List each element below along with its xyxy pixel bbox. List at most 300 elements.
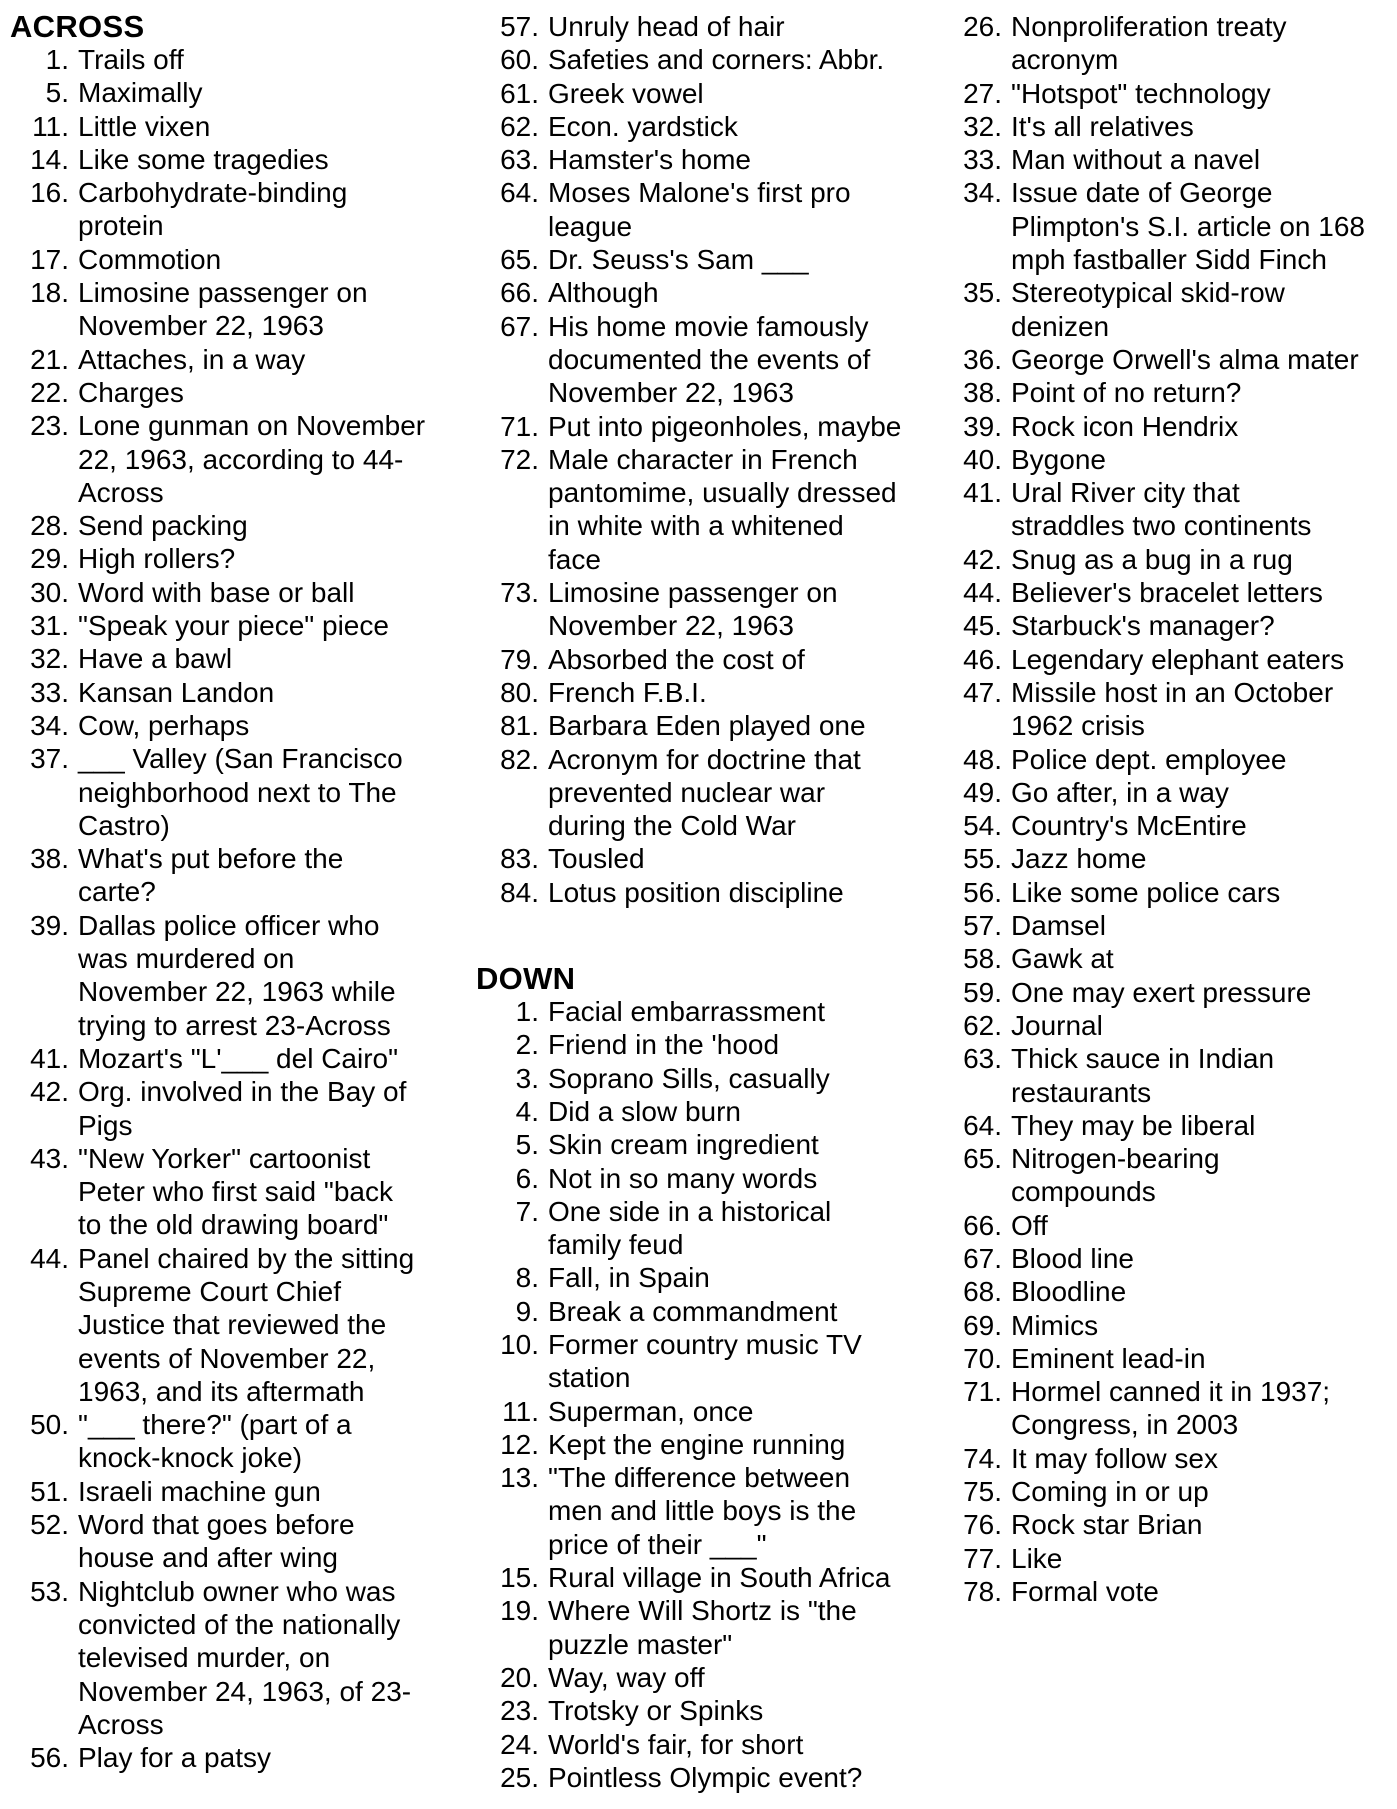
clue-number: 3. [515, 1062, 539, 1094]
clue-number: 5. [515, 1129, 539, 1161]
clue-text [78, 1508, 460, 1575]
clue-line: Did a slow burn [548, 1095, 741, 1127]
clue-number: 2. [515, 1029, 539, 1061]
clue-item [476, 110, 936, 143]
clue-text [548, 743, 936, 843]
clue-text [1011, 77, 1395, 110]
clue-number: 83. [500, 843, 539, 875]
clue-line: Greek vowel [548, 77, 704, 109]
clue-line: Man without a navel [1011, 144, 1261, 176]
clue-item [940, 276, 1395, 343]
clue-line: Bloodline [1011, 1276, 1127, 1308]
clue-number: 57. [500, 11, 539, 42]
clue-line: Male character in French [548, 443, 858, 475]
clue-number: 57. [963, 910, 1002, 942]
clue-line: trying to arrest 23-Across [78, 1009, 391, 1041]
clue-text [548, 1561, 936, 1594]
clue-line: to the old drawing board" [78, 1209, 389, 1241]
clue-number: 53. [30, 1575, 69, 1607]
clue-item [476, 1328, 936, 1395]
clue-line: protein [78, 210, 164, 242]
clue-number: 33. [963, 144, 1002, 176]
clue-line: Across [78, 476, 164, 508]
clue-item [940, 1142, 1395, 1209]
clue-line: Believer's bracelet letters [1011, 577, 1323, 609]
clue-line: Pigs [78, 1109, 133, 1141]
clue-line: Gawk at [1011, 943, 1114, 975]
column-2 [476, 10, 936, 1794]
clue-text [1011, 1475, 1395, 1508]
clue-line: compounds [1011, 1176, 1156, 1208]
clue-line: denizen [1011, 310, 1110, 342]
clue-item [476, 1028, 936, 1061]
clue-text [1011, 1575, 1395, 1608]
clue-number: 48. [963, 743, 1002, 775]
clue-line: Little vixen [78, 110, 211, 142]
clue-number: 55. [963, 843, 1002, 875]
clue-text [548, 143, 936, 176]
clue-line: Econ. yardstick [548, 110, 738, 142]
clue-number: 20. [500, 1661, 539, 1693]
clue-line: Fall, in Spain [548, 1262, 710, 1294]
clue-line: documented the events of [548, 343, 871, 375]
clue-text [78, 243, 460, 276]
clue-item [940, 743, 1395, 776]
clue-line: Dr. Seuss's Sam ___ [548, 244, 809, 276]
clue-item [940, 909, 1395, 942]
clue-number: 80. [500, 676, 539, 708]
clue-line: World's fair, for short [548, 1728, 804, 1760]
clue-text [1011, 1275, 1395, 1308]
clue-item [476, 1095, 936, 1128]
clue-text [548, 43, 936, 76]
clue-line: One may exert pressure [1011, 976, 1312, 1008]
clue-line: "Speak your piece" piece [78, 610, 389, 642]
clue-number: 78. [963, 1575, 1002, 1607]
clue-text [78, 542, 460, 575]
clue-number: 59. [963, 976, 1002, 1008]
clue-line: Supreme Court Chief [78, 1275, 342, 1307]
clue-text [78, 1075, 460, 1142]
clue-item [476, 995, 936, 1028]
clue-line: Bygone [1011, 443, 1106, 475]
clue-text [548, 110, 936, 143]
clue-item [476, 143, 936, 176]
clue-number: 31. [30, 610, 69, 642]
clue-item [476, 1694, 936, 1727]
clue-text [1011, 343, 1395, 376]
clue-line: Limosine passenger on [78, 277, 368, 309]
clue-line: Acronym for doctrine that [548, 743, 861, 775]
clue-line: Maximally [78, 77, 203, 109]
clue-line: What's put before the [78, 843, 344, 875]
clue-line: November 22, 1963 while [78, 976, 396, 1008]
clue-number: 30. [30, 576, 69, 608]
clue-item [940, 476, 1395, 543]
clue-text [78, 842, 460, 909]
clue-item [940, 110, 1395, 143]
clue-text [1011, 1342, 1395, 1375]
clue-text [78, 642, 460, 675]
clue-item [10, 542, 460, 575]
clue-line: house and after wing [78, 1542, 338, 1574]
clue-number: 37. [30, 743, 69, 775]
clue-line: was murdered on [78, 943, 295, 975]
clue-line: Facial embarrassment [548, 996, 825, 1028]
clue-line: Nitrogen-bearing [1011, 1143, 1220, 1175]
clue-text [548, 276, 936, 309]
clue-number: 46. [963, 643, 1002, 675]
clue-line: Dallas police officer who [78, 909, 380, 941]
clue-text [1011, 476, 1395, 543]
clue-item [940, 1475, 1395, 1508]
clue-item [10, 1508, 460, 1575]
clue-line: Where Will Shortz is "the [548, 1595, 857, 1627]
clue-text [78, 110, 460, 143]
clue-number: 71. [963, 1376, 1002, 1408]
clue-text [78, 742, 460, 842]
clue-number: 75. [963, 1476, 1002, 1508]
clue-line: during the Cold War [548, 810, 796, 842]
clue-line: Panel chaired by the sitting [78, 1242, 415, 1274]
clue-text [1011, 842, 1395, 875]
clue-number: 39. [30, 909, 69, 941]
clue-text [1011, 676, 1395, 743]
clue-text [1011, 176, 1395, 276]
clue-number: 9. [515, 1295, 539, 1327]
clue-number: 27. [963, 77, 1002, 109]
clue-number: 16. [30, 177, 69, 209]
clue-item [476, 1128, 936, 1161]
clue-item [10, 1042, 460, 1075]
clue-number: 52. [30, 1509, 69, 1541]
clue-text [548, 1095, 936, 1128]
clue-line: televised murder, on [78, 1642, 331, 1674]
clue-text [1011, 1209, 1395, 1242]
clue-text [548, 842, 936, 875]
clue-text [548, 310, 936, 410]
clue-text [548, 709, 936, 742]
clue-line: prevented nuclear war [548, 776, 826, 808]
clue-item [940, 176, 1395, 276]
clue-text [548, 77, 936, 110]
clue-line: Barbara Eden played one [548, 710, 866, 742]
clue-text [1011, 776, 1395, 809]
clue-line: men and little boys is the [548, 1495, 857, 1527]
clue-number: 69. [963, 1309, 1002, 1341]
clue-text [548, 1328, 936, 1395]
clue-text [548, 1461, 936, 1561]
clue-item [10, 909, 460, 1042]
clue-line: Snug as a bug in a rug [1011, 543, 1293, 575]
clue-number: 62. [500, 110, 539, 142]
clue-line: Rural village in South Africa [548, 1562, 891, 1594]
clue-text [548, 643, 936, 676]
clue-line: "Hotspot" technology [1011, 77, 1271, 109]
clue-line: Kansan Landon [78, 676, 275, 708]
clue-number: 65. [500, 244, 539, 276]
clue-number: 63. [963, 1043, 1002, 1075]
clue-number: 51. [30, 1475, 69, 1507]
clue-item [10, 343, 460, 376]
clue-item [476, 876, 936, 909]
clue-text [1011, 576, 1395, 609]
clue-line: carte? [78, 876, 156, 908]
clue-line: Org. involved in the Bay of [78, 1076, 407, 1108]
clue-text [78, 1741, 460, 1774]
clue-item [940, 543, 1395, 576]
clue-item [940, 1275, 1395, 1308]
clue-text [548, 176, 936, 243]
clue-line: Eminent lead-in [1011, 1342, 1206, 1374]
clue-line: Hormel canned it in 1937; [1011, 1376, 1331, 1408]
clue-item [476, 43, 936, 76]
clue-line: It may follow sex [1011, 1442, 1218, 1474]
clue-item [476, 1195, 936, 1262]
clue-item [476, 1261, 936, 1294]
clue-item [476, 77, 936, 110]
clue-number: 81. [500, 710, 539, 742]
clue-number: 72. [500, 443, 539, 475]
clue-number: 64. [500, 177, 539, 209]
clue-item [940, 10, 1395, 77]
clue-text [78, 909, 460, 1042]
clue-text [1011, 1375, 1395, 1442]
clue-number: 43. [30, 1142, 69, 1174]
clue-item [940, 443, 1395, 476]
clue-text [1011, 1042, 1395, 1109]
clue-item [476, 842, 936, 875]
clue-number: 68. [963, 1276, 1002, 1308]
clue-text [1011, 1242, 1395, 1275]
clue-line: November 22, 1963 [548, 377, 794, 409]
section-gap [476, 909, 936, 962]
clue-item [940, 976, 1395, 1009]
clue-item [940, 842, 1395, 875]
clue-text [1011, 909, 1395, 942]
clue-number: 19. [500, 1595, 539, 1627]
clue-line: Moses Malone's first pro [548, 177, 851, 209]
clue-number: 33. [30, 676, 69, 708]
clue-number: 47. [963, 676, 1002, 708]
clue-item [476, 1062, 936, 1095]
clue-item [10, 709, 460, 742]
clue-line: Absorbed the cost of [548, 643, 805, 675]
clue-item [10, 742, 460, 842]
clue-number: 67. [500, 310, 539, 342]
clue-text [1011, 1109, 1395, 1142]
clue-line: Limosine passenger on [548, 577, 838, 609]
clue-line: Superman, once [548, 1395, 754, 1427]
clue-text [78, 143, 460, 176]
clue-number: 11. [32, 110, 69, 142]
clue-item [10, 1242, 460, 1408]
clue-text [1011, 876, 1395, 909]
clue-text [78, 1242, 460, 1408]
clue-item [476, 1295, 936, 1328]
clue-line: Israeli machine gun [78, 1475, 321, 1507]
clue-item [940, 410, 1395, 443]
clue-item [476, 709, 936, 742]
clue-number: 56. [963, 876, 1002, 908]
clue-text [78, 1142, 460, 1242]
clue-line: Cow, perhaps [78, 709, 250, 741]
clue-line: neighborhood next to The [78, 776, 397, 808]
clue-line: Blood line [1011, 1242, 1134, 1274]
clue-item [940, 942, 1395, 975]
clue-line: Way, way off [548, 1661, 705, 1693]
clue-item [940, 376, 1395, 409]
clue-item [940, 1042, 1395, 1109]
clue-item [10, 276, 460, 343]
clue-number: 67. [963, 1242, 1002, 1274]
clue-line: pantomime, usually dressed [548, 477, 897, 509]
clue-item [940, 643, 1395, 676]
clue-line: Soprano Sills, casually [548, 1062, 830, 1094]
clue-item [940, 576, 1395, 609]
clue-text [548, 1028, 936, 1061]
clue-line: Missile host in an October [1011, 676, 1334, 708]
clue-number: 36. [963, 343, 1002, 375]
clue-line: Trotsky or Spinks [548, 1695, 764, 1727]
clue-line: Point of no return? [1011, 377, 1242, 409]
clue-line: Rock star Brian [1011, 1509, 1203, 1541]
clue-text [78, 509, 460, 542]
clue-number: 64. [963, 1109, 1002, 1141]
across-heading: ACROSS [10, 9, 145, 44]
clue-line: family feud [548, 1229, 684, 1261]
clue-number: 11. [502, 1395, 539, 1427]
clue-text [548, 410, 936, 443]
clue-item [476, 176, 936, 243]
clue-text [548, 576, 936, 643]
clue-text [548, 1295, 936, 1328]
clue-line: Legendary elephant eaters [1011, 643, 1345, 675]
clue-item [10, 43, 460, 76]
clue-line: events of November 22, [78, 1342, 376, 1374]
clue-text [78, 409, 460, 509]
clue-line: "The difference between [548, 1462, 851, 1494]
clue-item [10, 1475, 460, 1508]
clue-number: 45. [963, 610, 1002, 642]
clue-text [78, 76, 460, 109]
clue-line: Police dept. employee [1011, 743, 1287, 775]
clue-text [78, 1475, 460, 1508]
clue-line: Send packing [78, 510, 248, 542]
clue-number: 66. [963, 1209, 1002, 1241]
clue-line: Put into pigeonholes, maybe [548, 410, 902, 442]
clue-text [1011, 809, 1395, 842]
clue-line: Unruly head of hair [548, 11, 785, 42]
clue-number: 42. [963, 543, 1002, 575]
clue-text [1011, 976, 1395, 1009]
clue-line: station [548, 1362, 631, 1394]
clue-number: 26. [963, 11, 1002, 42]
clue-item [10, 409, 460, 509]
clue-item [476, 410, 936, 443]
clue-item [476, 243, 936, 276]
clue-text [548, 1728, 936, 1761]
clue-number: 56. [30, 1742, 69, 1774]
clue-number: 65. [963, 1143, 1002, 1175]
clue-number: 73. [500, 577, 539, 609]
clue-number: 4. [515, 1095, 539, 1127]
clue-number: 24. [500, 1728, 539, 1760]
clue-line: Trails off [78, 44, 184, 75]
clue-number: 39. [963, 410, 1002, 442]
clue-item [476, 643, 936, 676]
clue-text [548, 676, 936, 709]
clue-line: Jazz home [1011, 843, 1147, 875]
clue-item [10, 609, 460, 642]
clue-item [10, 1075, 460, 1142]
clue-line: Tousled [548, 843, 645, 875]
clue-text [548, 1195, 936, 1262]
clue-line: league [548, 210, 633, 242]
clue-number: 32. [963, 110, 1002, 142]
clue-line: Mozart's "L'___ del Cairo" [78, 1042, 399, 1074]
clue-text [78, 276, 460, 343]
clue-item [10, 176, 460, 243]
clue-line: knock-knock joke) [78, 1442, 303, 1474]
clue-line: Across [78, 1708, 164, 1740]
clue-item [940, 1375, 1395, 1442]
clue-item [476, 10, 936, 43]
clue-item [940, 1542, 1395, 1575]
clue-text [548, 443, 936, 576]
clue-item [940, 776, 1395, 809]
clue-text [548, 1661, 936, 1694]
clue-number: 29. [30, 543, 69, 575]
clue-number: 38. [963, 377, 1002, 409]
clue-line: Ural River city that [1011, 477, 1240, 509]
clue-item [10, 842, 460, 909]
clue-number: 84. [500, 876, 539, 908]
clue-line: Damsel [1011, 910, 1106, 942]
clue-item [476, 443, 936, 576]
clue-item [10, 1408, 460, 1475]
clue-number: 1. [515, 996, 539, 1028]
clue-text [1011, 10, 1395, 77]
clue-number: 62. [963, 1009, 1002, 1041]
clue-text [548, 876, 936, 909]
clue-text [78, 1408, 460, 1475]
clue-item [10, 76, 460, 109]
clue-item [476, 1162, 936, 1195]
clue-text [548, 1395, 936, 1428]
clue-item [476, 1395, 936, 1428]
clue-line: Peter who first said "back [78, 1176, 393, 1208]
clue-item [940, 1508, 1395, 1541]
clue-number: 1. [45, 44, 69, 75]
clue-number: 32. [30, 643, 69, 675]
clue-item [476, 1561, 936, 1594]
clue-item [940, 343, 1395, 376]
down-clue-list-continued [940, 10, 1395, 1608]
clue-line: restaurants [1011, 1076, 1152, 1108]
clue-text [78, 676, 460, 709]
clue-number: 35. [963, 277, 1002, 309]
clue-text [548, 1694, 936, 1727]
clue-item [476, 576, 936, 643]
clue-number: 28. [30, 510, 69, 542]
clue-line: Nightclub owner who was [78, 1575, 396, 1607]
clue-line: It's all relatives [1011, 110, 1194, 142]
clue-number: 61. [500, 77, 539, 109]
clue-line: Although [548, 277, 659, 309]
clue-item [940, 676, 1395, 743]
clue-line: Former country music TV [548, 1328, 862, 1360]
